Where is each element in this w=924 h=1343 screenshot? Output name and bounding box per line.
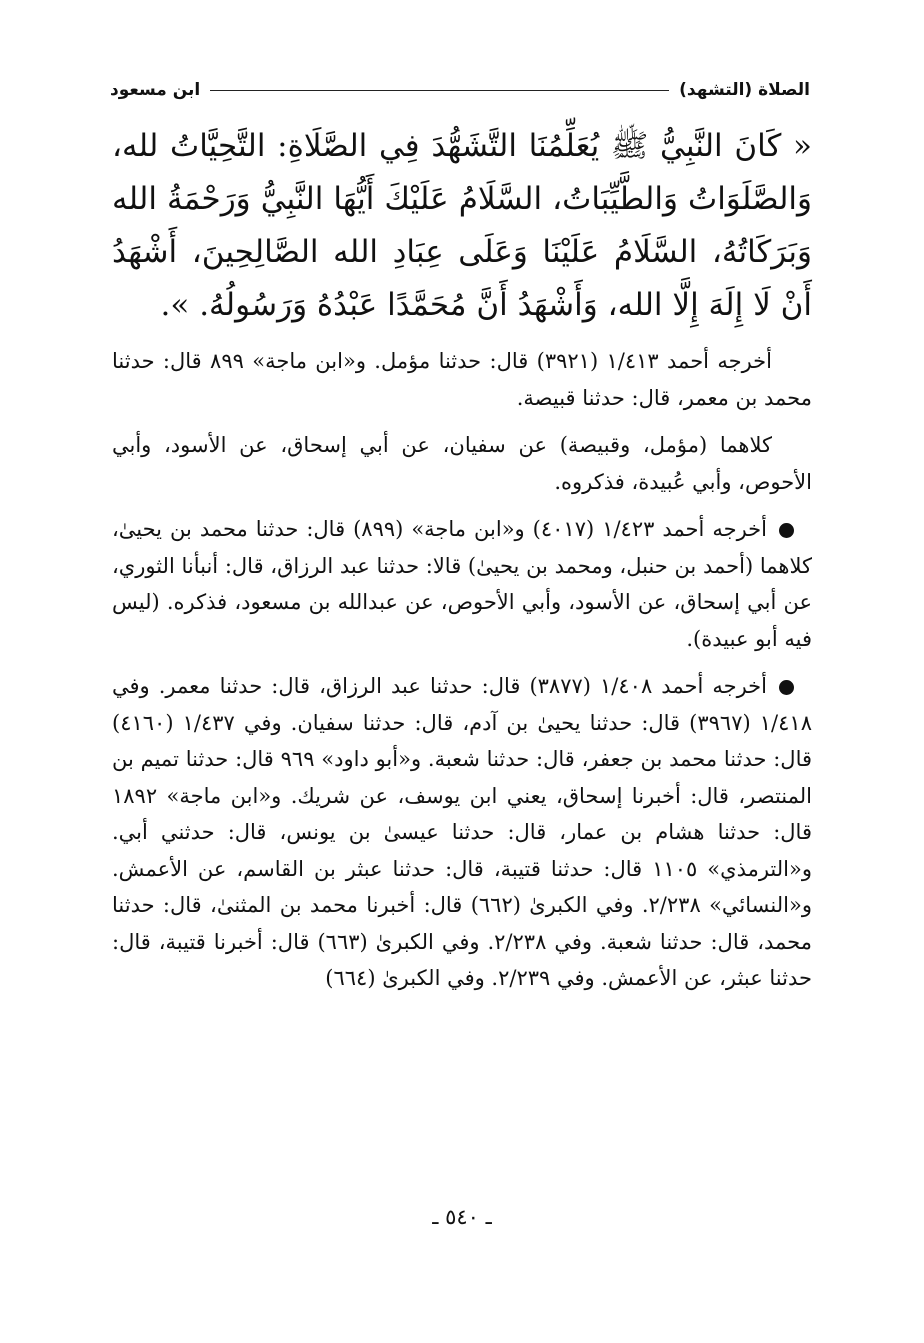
bullet-icon — [779, 523, 794, 538]
paragraph-text: أخرجه أحمد ١/٤١٣ (٣٩٢١) قال: حدثنا مؤمل. و«ابن ماجة» ٨٩٩ قال: حدثنا محمد بن معمر، قال: حدثنا قبيصة. — [112, 349, 812, 410]
page-number: ـ ٥٤٠ ـ — [432, 1205, 492, 1229]
paragraph-text: أخرجه أحمد ١/٤٢٣ (٤٠١٧) و«ابن ماجة» (٨٩٩) قال: حدثنا محمد بن يحيىٰ، كلاهما (أحمد بن حنبل، ومحمد بن يحيىٰ) قالا: حدثنا عبد الرزاق، قال: أنبأنا الثوري، عن أبي إسحاق، عن الأسود، وأبي الأحوص، عن عبدالله بن مسعود، فذكره. (ليس فيه أبو عبيدة). — [112, 517, 812, 651]
hadith-text-block — [112, 120, 812, 332]
paragraph-3 — [112, 511, 812, 657]
paragraph-text: أخرجه أحمد ١/٤٠٨ (٣٨٧٧) قال: حدثنا عبد الرزاق، قال: حدثنا معمر. وفي ١/٤١٨ (٣٩٦٧) قال: حدثنا يحيىٰ بن آدم، قال: حدثنا سفيان. وفي ١/٤٣٧ (٤١٦٠) قال: حدثنا محمد بن جعفر، قال: حدثنا شعبة. و«أبو داود» ٩٦٩ قال: حدثنا تميم بن المنتصر، قال: أخبرنا إسحاق، يعني ابن يوسف، عن شريك. و«ابن ماجة» ١٨٩٢ قال: حدثنا هشام بن عمار، قال: حدثنا عيسىٰ بن يونس، قال: حدثني أبي. و«الترمذي» ١١٠٥ قال: حدثنا قتيبة، قال: حدثنا عبثر بن القاسم، عن الأعمش. و«النسائي» ٢/٢٣٨. وفي الكبرىٰ (٦٦٢) قال: أخبرنا محمد بن المثنىٰ، قال: حدثنا محمد، قال: حدثنا شعبة. وفي ٢/٢٣٨. وفي الكبرىٰ (٦٦٣) قال: أخبرنا قتيبة، قال: حدثنا عبثر، عن الأعمش. وفي ٢/٢٣٩. وفي الكبرىٰ (٦٦٤) — [112, 674, 813, 990]
takhrij-body — [112, 343, 812, 1008]
chapter-title: الصلاة (التشهد) — [679, 80, 810, 100]
running-header — [110, 76, 810, 104]
paragraph-text: كلاهما (مؤمل، وقبيصة) عن سفيان، عن أبي إسحاق، عن الأسود، وأبي الأحوص، وأبي عُبيدة، فذكروه. — [112, 433, 812, 494]
paragraph-4 — [112, 668, 812, 997]
paragraph-2 — [112, 427, 812, 500]
paragraph-1 — [112, 343, 812, 416]
header-rule — [210, 90, 669, 91]
narrator-name: ابن مسعود — [110, 80, 201, 100]
hadith-text: « كَانَ النَّبِيُّ ﷺ يُعَلِّمُنَا التَّشَهُّدَ فِي الصَّلَاةِ: التَّحِيَّاتُ لله، وَالصَّلَوَاتُ وَالطَّيِّبَاتُ، السَّلَامُ عَلَيْكَ أَيُّهَا النَّبِيُّ وَرَحْمَةُ الله وَبَرَكَاتُهُ، السَّلَامُ عَلَيْنَا وَعَلَى عِبَادِ الله الصَّالِحِينَ، أَشْهَدُ أَنْ لَا إِلَهَ إِلَّا الله، وَأَشْهَدُ أَنَّ مُحَمَّدًا عَبْدُهُ وَرَسُولُهُ. ». — [112, 128, 812, 323]
bullet-icon — [779, 680, 794, 695]
